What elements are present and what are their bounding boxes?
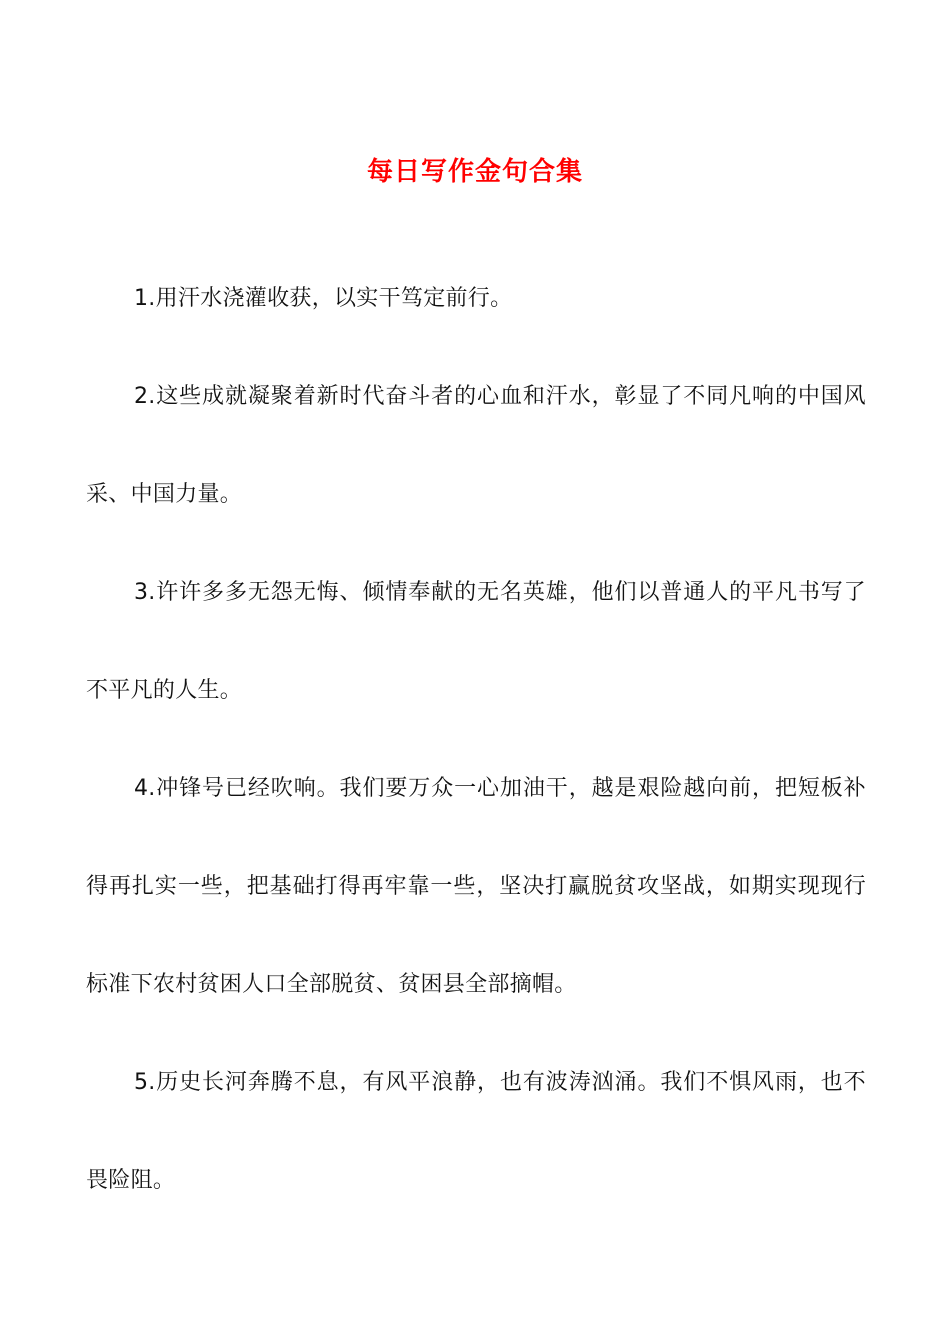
paragraph-3: 3.许许多多无怨无悔、倾情奉献的无名英雄，他们以普通人的平凡书写了不平凡的人生。 [86,580,866,703]
paragraph-1: 1.用汗水浇灌收获，以实干笃定前行。 [134,286,513,311]
document-body [86,250,866,1230]
document-title: 每日写作金句合集 [366,157,583,187]
paragraph-4: 4.冲锋号已经吹响。我们要万众一心加油干，越是艰险越向前，把短板补得再扎实一些，把基础打得再牢靠一些，坚决打赢脱贫攻坚战，如期实现现行标准下农村贫困人口全部脱贫、贫困县全部摘帽。 [86,776,866,997]
paragraph-2: 2.这些成就凝聚着新时代奋斗者的心血和汗水，彰显了不同凡响的中国风采、中国力量。 [86,384,866,507]
paragraph-5: 5.历史长河奔腾不息，有风平浪静，也有波涛汹涌。我们不惧风雨，也不畏险阻。 [86,1070,866,1193]
